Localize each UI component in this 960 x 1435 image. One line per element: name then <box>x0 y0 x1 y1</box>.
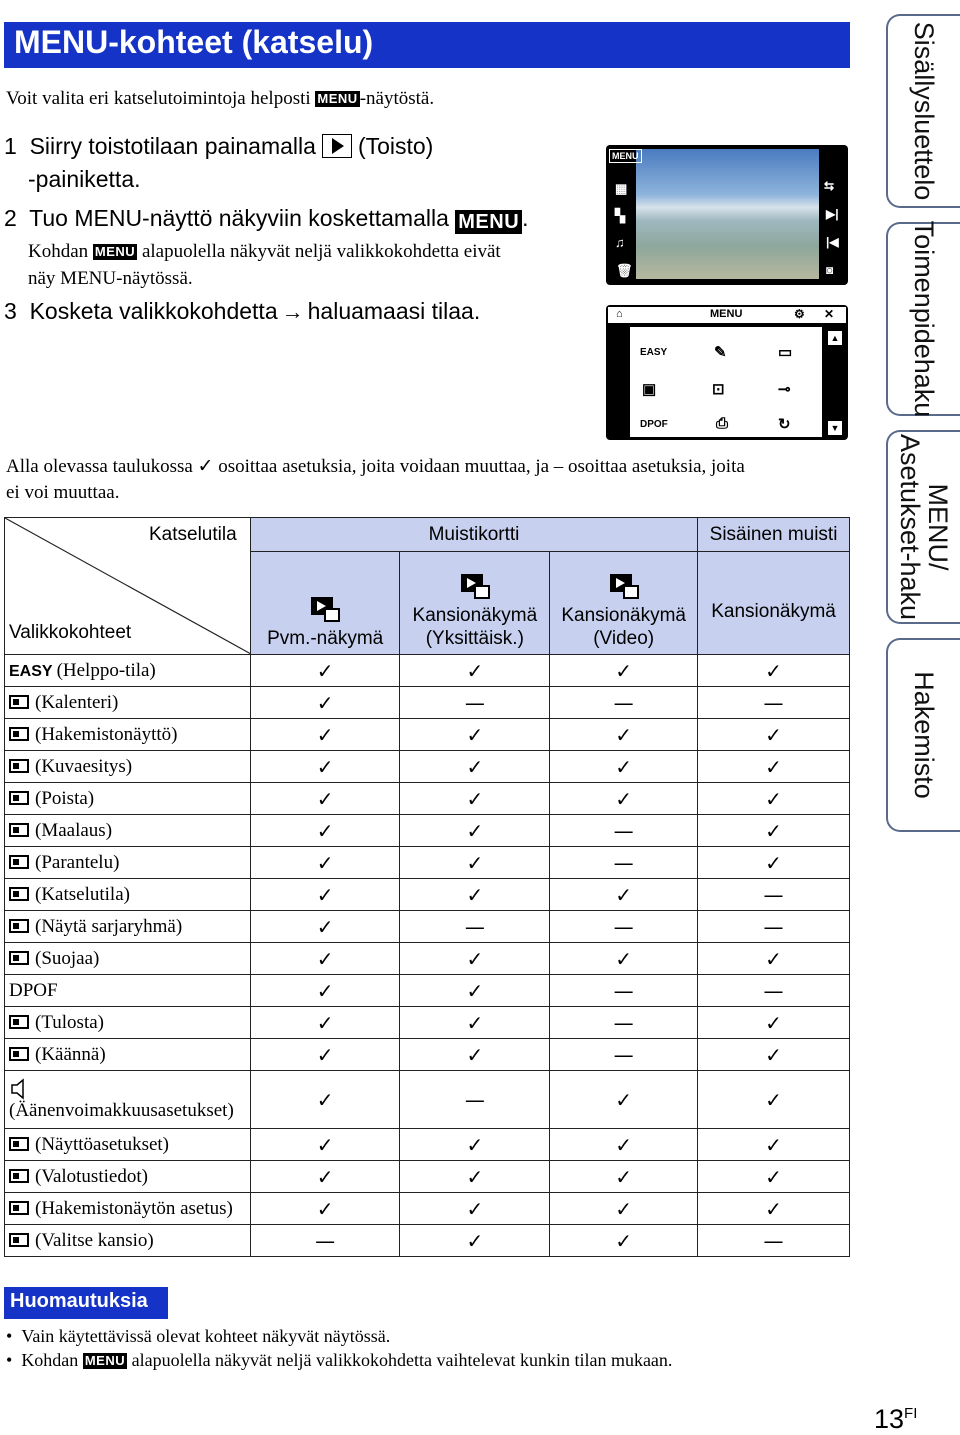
check-mark: ✓ <box>400 783 550 815</box>
check-mark: ✓ <box>698 847 850 879</box>
scroll-up-icon[interactable]: ▲ <box>828 331 842 345</box>
check-mark: ✓ <box>400 1225 550 1257</box>
table-row <box>5 1161 850 1193</box>
menu-button-icon[interactable]: MENU <box>609 149 642 163</box>
menu-item-cell <box>5 879 251 911</box>
check-mark: ✓ <box>698 751 850 783</box>
dash-mark: — <box>250 1225 400 1257</box>
tab-index[interactable] <box>886 638 960 832</box>
check-mark: ✓ <box>400 1039 550 1071</box>
index-28-icon <box>9 1200 31 1216</box>
dash-mark: — <box>400 1071 550 1129</box>
check-mark: ✓ <box>250 1129 400 1161</box>
note-text: Kohdan <box>28 241 93 262</box>
table-row <box>5 1007 850 1039</box>
rotate-icon <box>9 1046 31 1062</box>
check-mark: ✓ <box>250 751 400 783</box>
check-mark: ✓ <box>698 1007 850 1039</box>
folder-view-still-icon <box>400 570 549 604</box>
dash-mark: — <box>550 815 698 847</box>
trash-icon[interactable]: 🗑 <box>616 263 633 278</box>
check-mark: ✓ <box>550 655 698 687</box>
check-mark: ✓ <box>550 719 698 751</box>
step-text: . <box>522 205 529 231</box>
menu-item-label: (Poista) <box>35 787 95 809</box>
retouch-icon <box>9 854 31 870</box>
menu-item-cell <box>5 1161 251 1193</box>
menu-item-label: (Maalaus) <box>35 819 113 841</box>
menu-item-label: (Valotustiedot) <box>35 1165 148 1187</box>
menu-item-label: (Katselutila) <box>35 883 130 905</box>
step-2-note <box>28 238 501 265</box>
intro-before: Voit valita eri katselutoimintoja helposti <box>6 88 316 109</box>
legend-part: osoittaa asetuksia, joita voidaan muuttaa, ja – osoittaa asetuksia, joita <box>213 456 745 477</box>
menu-item-cell <box>5 1007 251 1039</box>
index-grid-icon <box>9 726 31 742</box>
dash-mark: — <box>550 687 698 719</box>
menu-label: MENU <box>710 308 743 320</box>
legend-part: Alla olevassa taulukossa <box>6 456 198 477</box>
menu-icon: MENU <box>317 91 358 106</box>
print-icon[interactable]: ⎙ <box>716 415 729 432</box>
table-row <box>5 911 850 943</box>
note-item: • Kohdan MENU alapuolella näkyvät neljä valikkokohdetta vaihtelevat kunkin tilan mukaan. <box>6 1350 673 1370</box>
toolbox-icon[interactable]: ⌂ <box>616 308 623 320</box>
note-item: • Vain käytettävissä olevat kohteet näkyvät näytössä. <box>6 1326 391 1346</box>
slideshow-icon <box>9 758 31 774</box>
check-mark: ✓ <box>250 1039 400 1071</box>
table-row <box>5 943 850 975</box>
scroll-down-icon[interactable]: ▼ <box>828 421 842 435</box>
menu-item-label: (Hakemistonäytön asetus) <box>35 1197 233 1219</box>
tab-label: Sisällysluettelo <box>909 21 939 201</box>
speaker-icon <box>9 1078 31 1100</box>
check-mark: ✓ <box>698 943 850 975</box>
check-mark: ✓ <box>250 975 400 1007</box>
table-row <box>5 783 850 815</box>
step-text: haluamaasi tilaa. <box>307 298 481 324</box>
dash-mark: — <box>550 847 698 879</box>
menu-items-header: Valikkokohteet <box>9 622 132 643</box>
dash-mark: — <box>698 879 850 911</box>
swap-icon[interactable]: ⇆ <box>824 179 835 193</box>
table-row <box>5 719 850 751</box>
check-mark: ✓ <box>250 815 400 847</box>
menu-item-label: (Hakemistonäyttö) <box>35 723 178 745</box>
table-row <box>5 1039 850 1071</box>
notes-title-bar <box>4 1287 168 1319</box>
menu-item-cell <box>5 687 251 719</box>
dash-mark: — <box>550 911 698 943</box>
step-text: (Toisto) <box>357 133 434 159</box>
memory-card-header: Muistikortti <box>250 518 697 552</box>
check-mark: ✓ <box>250 1071 400 1129</box>
check-mark: ✓ <box>250 943 400 975</box>
page-number <box>874 1404 917 1435</box>
step-number: 2 <box>4 205 17 231</box>
beach-photo <box>636 149 819 279</box>
camera-screen-playback <box>606 145 848 285</box>
check-mark: ✓ <box>550 1225 698 1257</box>
check-icon: ✓ <box>197 455 214 477</box>
menu-item-cell <box>5 655 251 687</box>
easy-item[interactable]: EASY <box>640 347 668 358</box>
note-text: alapuolella näkyvät neljä valikkokohdetta eivät <box>137 241 501 262</box>
menu-item-label: (Näytä sarjaryhmä) <box>35 915 183 937</box>
check-mark: ✓ <box>400 1129 550 1161</box>
note-text: alapuolella näkyvät neljä valikkokohdetta vaihtelevat kunkin tilan mukaan. <box>127 1350 673 1370</box>
dash-mark: — <box>550 1007 698 1039</box>
tab-label: Hakemisto <box>909 671 939 799</box>
check-mark: ✓ <box>400 1161 550 1193</box>
check-mark: ✓ <box>550 783 698 815</box>
check-mark: ✓ <box>250 687 400 719</box>
rotate-icon[interactable]: ↻ <box>778 416 791 433</box>
check-mark: ✓ <box>250 655 400 687</box>
table-row <box>5 1225 850 1257</box>
slideshow-icon[interactable]: ♫ <box>615 235 625 250</box>
menu-item-label: (Kuvaesitys) <box>35 755 133 777</box>
menu-item-cell <box>5 1129 251 1161</box>
retouch-icon[interactable]: ▭ <box>778 344 793 361</box>
table-row <box>5 655 850 687</box>
menu-item-cell <box>5 943 251 975</box>
menu-item-label: (Parantelu) <box>35 851 120 873</box>
tab-label: MENU/ Asetukset-haku <box>895 433 953 621</box>
step-2-note-line2: näy MENU-näytössä. <box>28 268 193 289</box>
check-mark: ✓ <box>698 1129 850 1161</box>
check-mark: ✓ <box>250 719 400 751</box>
view-mode-header: Katselutila <box>149 524 237 545</box>
dpof-item[interactable]: DPOF <box>640 419 668 430</box>
check-mark: ✓ <box>250 847 400 879</box>
menu-item-label: (Tulosta) <box>35 1011 104 1033</box>
check-mark: ✓ <box>698 1039 850 1071</box>
menu-item-cell <box>5 975 251 1007</box>
calendar-icon[interactable]: ▦ <box>615 181 628 196</box>
internal-memory-header: Sisäinen muisti <box>698 518 850 552</box>
tab-label: Toimenpidehaku <box>909 220 939 418</box>
check-mark: ✓ <box>550 1193 698 1225</box>
menu-items-table <box>4 517 850 1257</box>
intro-text <box>6 86 434 112</box>
key-icon <box>9 950 31 966</box>
check-mark: ✓ <box>550 1161 698 1193</box>
check-mark: ✓ <box>400 879 550 911</box>
step-1 <box>4 130 433 162</box>
camera-icon[interactable]: ◙ <box>826 263 834 277</box>
note-text: Vain käytettävissä olevat kohteet näkyvät näytössä. <box>21 1326 391 1346</box>
column-label: Kansionäkymä <box>711 601 836 623</box>
check-mark: ✓ <box>698 783 850 815</box>
menu-icon: MENU <box>94 244 136 259</box>
check-mark: ✓ <box>550 943 698 975</box>
table-row <box>5 1071 850 1129</box>
page-title-bar <box>4 22 850 68</box>
menu-item-label: (Valitse kansio) <box>35 1229 154 1251</box>
step-text: -painiketta. <box>28 166 141 192</box>
dash-mark: — <box>698 687 850 719</box>
check-mark: ✓ <box>400 975 550 1007</box>
menu-item-label: (Helppo-tila) <box>56 659 156 681</box>
check-mark: ✓ <box>698 1193 850 1225</box>
column-label: Kansionäkymä (Video) <box>561 605 686 649</box>
tab-operation-search[interactable] <box>886 222 960 416</box>
table-row <box>5 879 850 911</box>
page-title: MENU-kohteet (katselu) <box>14 24 374 60</box>
check-mark: ✓ <box>250 1007 400 1039</box>
check-mark: ✓ <box>400 655 550 687</box>
step-number: 1 <box>4 133 17 159</box>
menu-icon: MENU <box>84 1353 126 1368</box>
corner-header <box>5 518 251 655</box>
next-icon[interactable]: ▶| <box>826 207 839 221</box>
check-mark: ✓ <box>400 719 550 751</box>
index-grid-icon[interactable]: ▚ <box>615 208 625 223</box>
exposure-off-icon <box>9 1168 31 1184</box>
check-mark: ✓ <box>250 783 400 815</box>
column-header <box>698 552 850 655</box>
check-mark: ✓ <box>550 1071 698 1129</box>
menu-item-cell <box>5 1193 251 1225</box>
check-mark: ✓ <box>250 911 400 943</box>
check-mark: ✓ <box>698 655 850 687</box>
menu-icon: MENU <box>455 210 522 234</box>
page-lang: FI <box>904 1405 918 1422</box>
menu-item-cell <box>5 783 251 815</box>
dash-mark: — <box>400 911 550 943</box>
menu-item-cell <box>5 751 251 783</box>
display-on-icon <box>9 1136 31 1152</box>
dash-mark: — <box>698 911 850 943</box>
table-row <box>5 847 850 879</box>
paint-icon[interactable]: ✎ <box>714 344 727 361</box>
menu-item-cell <box>5 1039 251 1071</box>
camera-screen-menu <box>606 305 848 440</box>
tab-menu-settings-search[interactable] <box>886 430 960 624</box>
dash-mark: — <box>550 1039 698 1071</box>
table-row <box>5 687 850 719</box>
menu-item-cell <box>5 719 251 751</box>
check-mark: ✓ <box>400 1007 550 1039</box>
legend-text-line2: ei voi muuttaa. <box>6 482 120 503</box>
easy-icon: EASY <box>9 662 53 680</box>
menu-item-label: (Näyttöasetukset) <box>35 1133 170 1155</box>
menu-item-cell <box>5 1225 251 1257</box>
column-header <box>400 552 550 655</box>
menu-item-label: (Äänenvoimakkuusasetukset) <box>9 1099 234 1121</box>
check-mark: ✓ <box>698 1071 850 1129</box>
step-text: Tuo MENU-näyttö näkyviin koskettamalla <box>29 205 449 231</box>
menu-item-label: (Käännä) <box>35 1043 106 1065</box>
intro-after: -näytöstä. <box>359 88 435 109</box>
date-view-icon <box>251 593 400 627</box>
check-mark: ✓ <box>400 1193 550 1225</box>
dash-mark: — <box>698 975 850 1007</box>
step-1-cont <box>28 163 141 195</box>
note-text: Kohdan <box>21 1350 83 1370</box>
menu-item-label: DPOF <box>9 979 58 1001</box>
settings-icon[interactable]: ⚙ <box>794 307 805 321</box>
check-mark: ✓ <box>550 751 698 783</box>
check-mark: ✓ <box>250 1161 400 1193</box>
step-2 <box>4 202 529 234</box>
check-mark: ✓ <box>550 1129 698 1161</box>
folder-icon <box>9 1232 31 1248</box>
burst-group-icon <box>9 918 31 934</box>
menu-item-cell <box>5 1071 251 1129</box>
play-icon <box>322 134 352 158</box>
check-mark: ✓ <box>698 719 850 751</box>
calendar-icon <box>9 694 31 710</box>
check-mark: ✓ <box>698 1161 850 1193</box>
table-row <box>5 1129 850 1161</box>
check-mark: ✓ <box>550 879 698 911</box>
check-mark: ✓ <box>250 1193 400 1225</box>
view-mode-icon <box>9 886 31 902</box>
column-header <box>550 552 698 655</box>
legend-text <box>6 453 745 480</box>
paint-icon <box>9 822 31 838</box>
menu-item-label: (Suojaa) <box>35 947 100 969</box>
check-mark: ✓ <box>400 815 550 847</box>
close-icon[interactable]: ✕ <box>824 307 835 321</box>
page-number-value: 13 <box>874 1404 905 1434</box>
check-mark: ✓ <box>400 943 550 975</box>
trash-icon <box>9 790 31 806</box>
column-label: Kansionäkymä (Yksittäisk.) <box>412 605 538 649</box>
notes-title: Huomautuksia <box>10 1290 148 1312</box>
dash-mark: — <box>698 1225 850 1257</box>
column-header <box>250 552 400 655</box>
dash-mark: — <box>400 687 550 719</box>
table-row <box>5 751 850 783</box>
burst-group-icon[interactable]: ⊡ <box>712 381 725 398</box>
step-3 <box>4 295 480 328</box>
step-text: Siirry toistotilaan painamalla <box>29 133 316 159</box>
key-icon[interactable]: ⊸ <box>778 381 791 398</box>
menu-item-cell <box>5 815 251 847</box>
menu-item-cell <box>5 911 251 943</box>
step-number: 3 <box>4 298 17 324</box>
view-mode-icon[interactable]: ▣ <box>642 381 657 398</box>
table-row <box>5 975 850 1007</box>
check-mark: ✓ <box>250 879 400 911</box>
menu-item-cell <box>5 847 251 879</box>
check-mark: ✓ <box>400 751 550 783</box>
prev-icon[interactable]: |◀ <box>826 235 839 249</box>
column-label: Pvm.-näkymä <box>267 628 384 649</box>
check-mark: ✓ <box>400 847 550 879</box>
step-text: Kosketa valikkokohdetta <box>29 298 278 324</box>
menu-item-label: (Kalenteri) <box>35 691 119 713</box>
table-row <box>5 815 850 847</box>
dash-mark: — <box>550 975 698 1007</box>
arrow-icon: → <box>281 299 304 324</box>
tab-contents[interactable] <box>886 14 960 208</box>
check-mark: ✓ <box>698 815 850 847</box>
folder-view-movie-icon <box>550 570 697 604</box>
table-row <box>5 1193 850 1225</box>
print-icon <box>9 1014 31 1030</box>
